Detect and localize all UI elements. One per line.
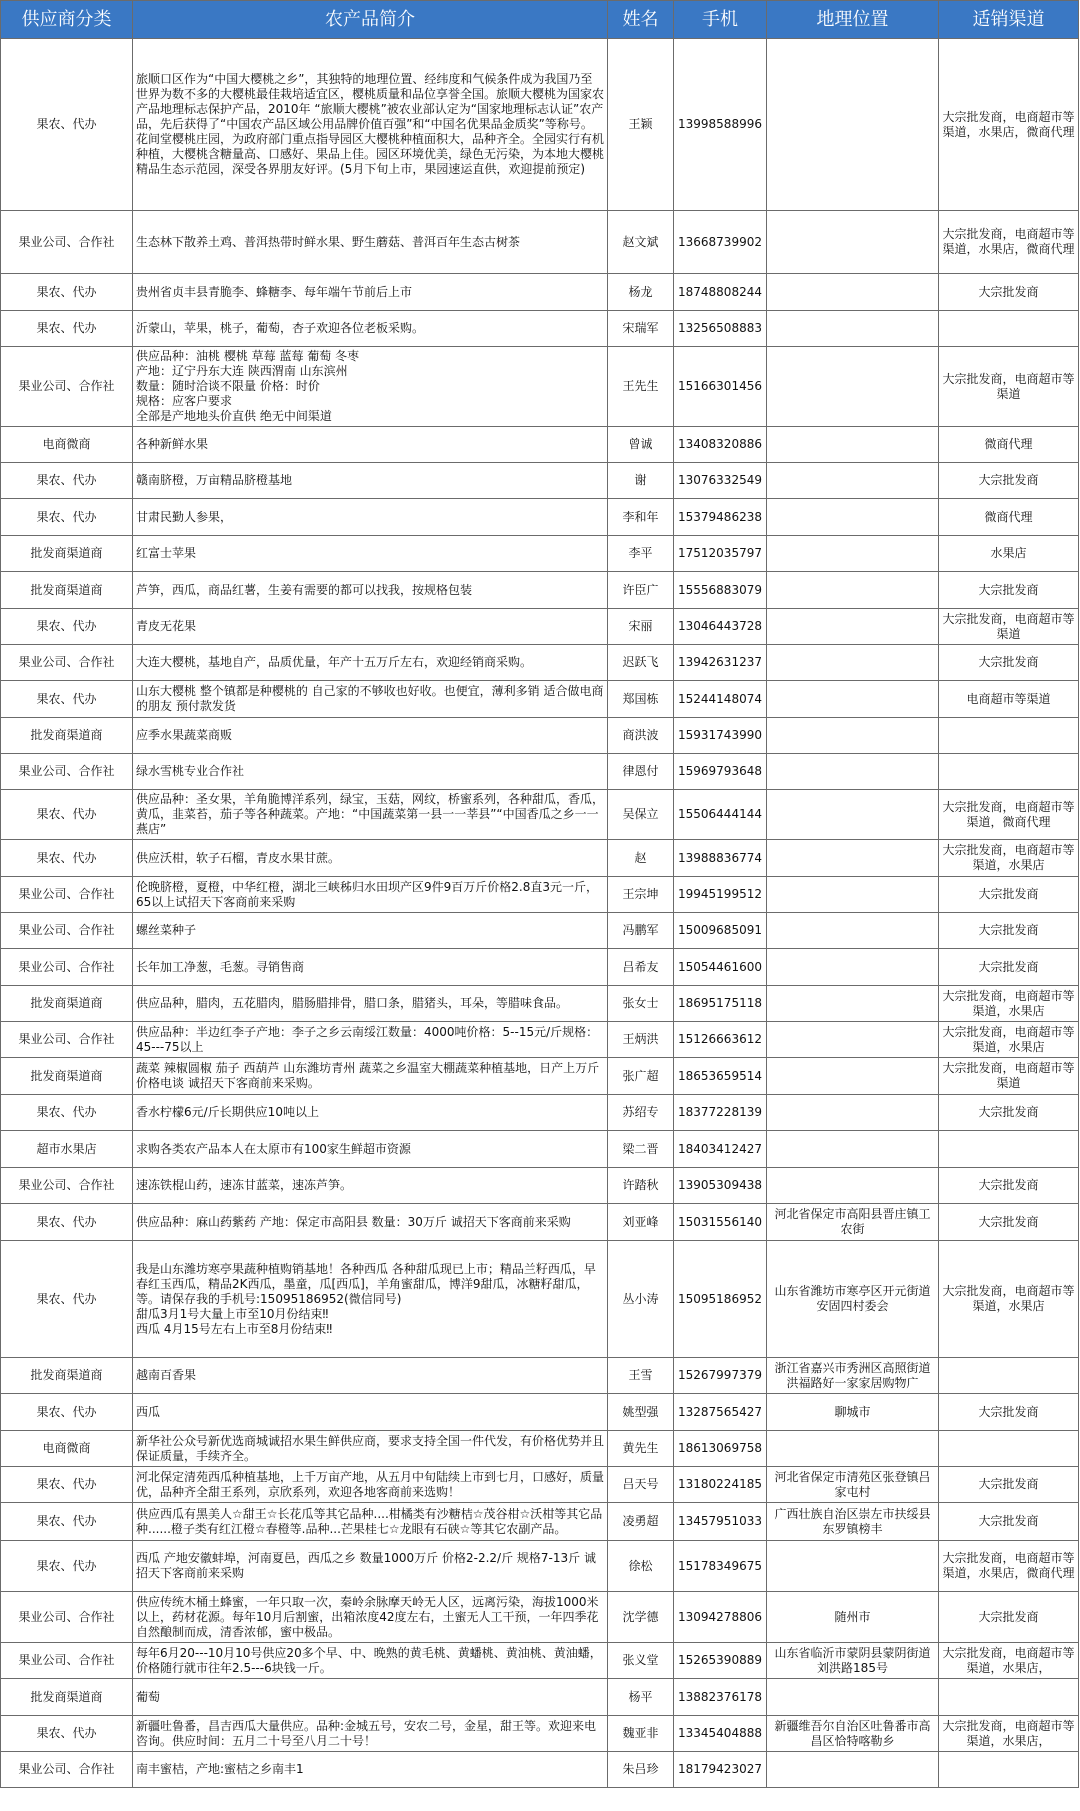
cell-location [767, 1168, 939, 1204]
cell-intro: 山东大樱桃 整个镇都是种樱桃的 自己家的不够收也好收。也便宜，薄利多销 适合做电商的朋友 预付款发货 [133, 681, 608, 718]
cell-name: 梁二晋 [608, 1131, 674, 1168]
cell-channel [939, 1679, 1079, 1716]
cell-phone: 13287565427 [674, 1394, 767, 1431]
cell-category: 果农、代办 [1, 1394, 133, 1431]
cell-category: 电商微商 [1, 1431, 133, 1467]
cell-intro: 葡萄 [133, 1679, 608, 1716]
cell-category: 果业公司、合作社 [1, 1643, 133, 1679]
header-intro: 农产品简介 [133, 1, 608, 39]
cell-name: 刘亚峰 [608, 1204, 674, 1241]
cell-category: 电商微商 [1, 427, 133, 463]
cell-phone: 13046443728 [674, 609, 767, 645]
cell-intro: 青皮无花果 [133, 609, 608, 645]
cell-location: 新疆维吾尔自治区吐鲁番市高昌区恰特喀勒乡 [767, 1716, 939, 1752]
table-row [1, 877, 1079, 913]
table-row [1, 1022, 1079, 1058]
cell-name: 赵 [608, 840, 674, 877]
cell-channel: 大宗批发商 [939, 877, 1079, 913]
cell-location [767, 311, 939, 347]
cell-channel [939, 718, 1079, 754]
cell-phone: 15506444144 [674, 790, 767, 840]
cell-channel: 大宗批发商 [939, 949, 1079, 986]
cell-category: 果业公司、合作社 [1, 1752, 133, 1788]
cell-name: 黄先生 [608, 1431, 674, 1467]
header-name: 姓名 [608, 1, 674, 39]
table-row [1, 645, 1079, 681]
header-phone: 手机 [674, 1, 767, 39]
cell-intro: 越南百香果 [133, 1358, 608, 1394]
cell-intro: 我是山东潍坊寒亭果蔬种植购销基地！各种西瓜 各种甜瓜现已上市；精品兰籽西瓜，早春红玉西瓜，精品2K西瓜，墨童，瓜[西瓜]，羊角蜜甜瓜，博洋9甜瓜，冰糖籽甜瓜，等。请保存我的手机号:15095186952(微信同号) 甜瓜3月1号大量上市至10月份结束‼ 西瓜 4月15号左右上市至8月份结束‼ [133, 1241, 608, 1358]
cell-location [767, 1679, 939, 1716]
cell-category: 批发商渠道商 [1, 718, 133, 754]
table-row [1, 427, 1079, 463]
cell-intro: 供应品种：油桃 樱桃 草莓 蓝莓 葡萄 冬枣 产地：辽宁丹东大连 陕西渭南 山东滨州 数量：随时洽谈不限量 价格：时价 规格：应客户要求 全部是产地地头价直供 绝无中间渠道 [133, 347, 608, 427]
cell-intro: 伦晚脐橙，夏橙，中华红橙，湖北三峡秭归水田坝产区9件9百万斤价格2.8直3元一斤，65以上试招天下客商前来采购 [133, 877, 608, 913]
cell-channel: 大宗批发商 [939, 1095, 1079, 1131]
cell-name: 郑国栋 [608, 681, 674, 718]
cell-location: 山东省潍坊市寒亭区开元街道安固四村委会 [767, 1241, 939, 1358]
cell-category: 果农、代办 [1, 840, 133, 877]
cell-location [767, 39, 939, 211]
cell-category: 批发商渠道商 [1, 1679, 133, 1716]
cell-name: 凌勇超 [608, 1503, 674, 1541]
cell-channel [939, 311, 1079, 347]
cell-name: 谢 [608, 463, 674, 499]
cell-phone: 13408320886 [674, 427, 767, 463]
cell-name: 许臣广 [608, 572, 674, 609]
table-row [1, 790, 1079, 840]
table-row [1, 1058, 1079, 1095]
cell-channel: 大宗批发商，电商超市等渠道 [939, 609, 1079, 645]
cell-category: 果农、代办 [1, 1541, 133, 1592]
cell-location: 广西壮族自治区崇左市扶绥县东罗镇榜丰 [767, 1503, 939, 1541]
cell-phone: 15265390889 [674, 1643, 767, 1679]
cell-phone: 15556883079 [674, 572, 767, 609]
cell-location [767, 536, 939, 572]
cell-name: 许踏秋 [608, 1168, 674, 1204]
cell-intro: 南丰蜜桔，产地:蜜桔之乡南丰1 [133, 1752, 608, 1788]
table-row [1, 536, 1079, 572]
cell-phone: 15054461600 [674, 949, 767, 986]
cell-channel: 大宗批发商，电商超市等渠道，水果店 [939, 840, 1079, 877]
cell-channel [939, 1431, 1079, 1467]
cell-location: 河北省保定市清苑区张登镇吕家屯村 [767, 1467, 939, 1503]
cell-phone: 15244148074 [674, 681, 767, 718]
cell-name: 苏绍专 [608, 1095, 674, 1131]
cell-intro: 新疆吐鲁番，昌吉西瓜大量供应。品种:金城五号，安农二号，金星，甜王等。欢迎来电咨询。供应时间：五月二十号至八月二十号！ [133, 1716, 608, 1752]
cell-category: 果业公司、合作社 [1, 913, 133, 949]
cell-phone: 13457951033 [674, 1503, 767, 1541]
cell-name: 王颖 [608, 39, 674, 211]
cell-phone: 15166301456 [674, 347, 767, 427]
cell-location [767, 1058, 939, 1095]
cell-category: 批发商渠道商 [1, 536, 133, 572]
cell-name: 商洪波 [608, 718, 674, 754]
cell-intro: 红富士苹果 [133, 536, 608, 572]
cell-channel: 大宗批发商 [939, 463, 1079, 499]
cell-location [767, 949, 939, 986]
cell-name: 张义堂 [608, 1643, 674, 1679]
table-row [1, 499, 1079, 536]
cell-channel [939, 1358, 1079, 1394]
cell-location [767, 913, 939, 949]
cell-category: 果业公司、合作社 [1, 877, 133, 913]
cell-name: 吴保立 [608, 790, 674, 840]
header-channel: 适销渠道 [939, 1, 1079, 39]
cell-intro: 各种新鲜水果 [133, 427, 608, 463]
table-row [1, 609, 1079, 645]
header-location: 地理位置 [767, 1, 939, 39]
cell-intro: 供应品种：圣女果，羊角脆博洋系列，绿宝，玉菇，网纹，桥蜜系列，各种甜瓜，香瓜，黄瓜，韭菜苔，茄子等各种蔬菜。产地：“中国蔬菜第一县一一莘县”“中国香瓜之乡一一燕店” [133, 790, 608, 840]
cell-name: 迟跃飞 [608, 645, 674, 681]
cell-category: 果业公司、合作社 [1, 1592, 133, 1643]
cell-location [767, 718, 939, 754]
table-row [1, 1431, 1079, 1467]
table-row [1, 1643, 1079, 1679]
cell-location [767, 877, 939, 913]
cell-channel: 电商超市等渠道 [939, 681, 1079, 718]
cell-intro: 旅顺口区作为“中国大樱桃之乡”，其独特的地理位置、经纬度和气候条件成为我国乃至世界为数不多的大樱桃最佳栽培适宜区，樱桃质量和品位享誉全国。旅顺大樱桃为国家农产品地理标志保护产品，2010年 “旅顺大樱桃”被农业部认定为“国家地理标志认证”农产品，先后获得了“中国农产品区域公用品牌价值百强”和“中国名优果品金质奖”等称号。 花间堂樱桃庄园，为政府部门重点指导园区大樱桃种植面积大，品种齐全。全园实行有机种植，大樱桃含糖量高、口感好、果品上佳。园区环境优美，绿色无污染，为本地大樱桃精品生态示范园，深受各界朋友好评。(5月下旬上市，果园速运直供，欢迎提前预定) [133, 39, 608, 211]
cell-category: 果农、代办 [1, 1095, 133, 1131]
cell-location [767, 790, 939, 840]
cell-location: 随州市 [767, 1592, 939, 1643]
cell-channel [939, 1131, 1079, 1168]
table-row [1, 718, 1079, 754]
cell-location: 山东省临沂市蒙阴县蒙阴街道刘洪路185号 [767, 1643, 939, 1679]
cell-name: 宋瑞军 [608, 311, 674, 347]
table-row [1, 913, 1079, 949]
table-row [1, 572, 1079, 609]
cell-intro: 西瓜 [133, 1394, 608, 1431]
header-row [1, 1, 1079, 39]
cell-name: 宋丽 [608, 609, 674, 645]
cell-location [767, 572, 939, 609]
cell-location [767, 986, 939, 1022]
cell-phone: 13256508883 [674, 311, 767, 347]
cell-location [767, 681, 939, 718]
cell-intro: 每年6月20---10月10号供应20多个早、中、晚熟的黄毛桃、黄蟠桃、黄油桃、黄油蟠，价格随行就市往年2.5---6块钱一斤。 [133, 1643, 608, 1679]
cell-category: 果业公司、合作社 [1, 1168, 133, 1204]
cell-category: 果农、代办 [1, 1716, 133, 1752]
table-row [1, 211, 1079, 274]
table-row [1, 311, 1079, 347]
table-row [1, 347, 1079, 427]
table-row [1, 949, 1079, 986]
cell-category: 果农、代办 [1, 1241, 133, 1358]
cell-channel: 大宗批发商，电商超市等渠道，水果店 [939, 1022, 1079, 1058]
cell-intro: 长年加工净葱，毛葱。寻销售商 [133, 949, 608, 986]
cell-channel: 大宗批发商，电商超市等渠道 [939, 347, 1079, 427]
cell-intro: 应季水果蔬菜商贩 [133, 718, 608, 754]
cell-phone: 13942631237 [674, 645, 767, 681]
cell-category: 果农、代办 [1, 274, 133, 311]
cell-location [767, 274, 939, 311]
cell-location: 浙江省嘉兴市秀洲区高照街道洪福路好一家家居购物广 [767, 1358, 939, 1394]
table-row [1, 754, 1079, 790]
cell-intro: 生态林下散养土鸡、普洱热带时鲜水果、野生蘑菇、普洱百年生态古树茶 [133, 211, 608, 274]
cell-phone: 15267997379 [674, 1358, 767, 1394]
table-row [1, 1503, 1079, 1541]
table-row [1, 1358, 1079, 1394]
cell-phone: 13998588996 [674, 39, 767, 211]
cell-phone: 15095186952 [674, 1241, 767, 1358]
cell-category: 超市水果店 [1, 1131, 133, 1168]
cell-location [767, 754, 939, 790]
table-row [1, 1541, 1079, 1592]
cell-intro: 求购各类农产品本人在太原市有100家生鲜超市资源 [133, 1131, 608, 1168]
cell-name: 李和年 [608, 499, 674, 536]
cell-intro: 供应品种，腊肉，五花腊肉，腊肠腊排骨，腊口条，腊猪头，耳朵，等腊味食品。 [133, 986, 608, 1022]
cell-channel: 大宗批发商，电商超市等渠道 [939, 1058, 1079, 1095]
table-row [1, 1204, 1079, 1241]
cell-channel: 微商代理 [939, 499, 1079, 536]
table-row [1, 1131, 1079, 1168]
table-row [1, 39, 1079, 211]
cell-category: 批发商渠道商 [1, 572, 133, 609]
cell-category: 果农、代办 [1, 39, 133, 211]
cell-name: 徐松 [608, 1541, 674, 1592]
cell-location [767, 499, 939, 536]
table-row [1, 1679, 1079, 1716]
cell-channel: 大宗批发商 [939, 572, 1079, 609]
cell-name: 曾诚 [608, 427, 674, 463]
cell-channel: 大宗批发商，电商超市等渠道，水果店， [939, 1716, 1079, 1752]
cell-phone: 13345404888 [674, 1716, 767, 1752]
cell-phone: 15126663612 [674, 1022, 767, 1058]
cell-name: 李平 [608, 536, 674, 572]
cell-name: 魏亚非 [608, 1716, 674, 1752]
cell-intro: 西瓜 产地安徽蚌埠，河南夏邑，西瓜之乡 数量1000万斤 价格2-2.2/斤 规格7-13斤 诚招天下客商前来采购 [133, 1541, 608, 1592]
cell-name: 张广超 [608, 1058, 674, 1095]
table-row [1, 463, 1079, 499]
cell-intro: 绿水雪桃专业合作社 [133, 754, 608, 790]
cell-name: 王雪 [608, 1358, 674, 1394]
cell-location [767, 609, 939, 645]
cell-category: 果农、代办 [1, 463, 133, 499]
cell-phone: 15969793648 [674, 754, 767, 790]
cell-channel: 大宗批发商 [939, 274, 1079, 311]
cell-phone: 18377228139 [674, 1095, 767, 1131]
cell-name: 律恩付 [608, 754, 674, 790]
table-row [1, 1716, 1079, 1752]
cell-name: 王炳洪 [608, 1022, 674, 1058]
cell-intro: 供应沃柑，软子石榴，青皮水果甘蔗。 [133, 840, 608, 877]
cell-phone: 18653659514 [674, 1058, 767, 1095]
cell-intro: 大连大樱桃，基地自产，品质优量，年产十五万斤左右，欢迎经销商采购。 [133, 645, 608, 681]
cell-name: 朱吕珍 [608, 1752, 674, 1788]
cell-intro: 供应传统木桶土蜂蜜，一年只取一次，秦岭余脉摩天岭无人区，远离污染，海拔1000米以上，药材花源。每年10月后割蜜，出箱浓度42度左右，土蜜无人工干预，一年四季花自然酿制而成，清香浓郁，蜜中极品。 [133, 1592, 608, 1643]
table-row [1, 1095, 1079, 1131]
cell-category: 果农、代办 [1, 499, 133, 536]
cell-location [767, 1431, 939, 1467]
cell-location [767, 1131, 939, 1168]
cell-category: 果业公司、合作社 [1, 645, 133, 681]
cell-name: 杨平 [608, 1679, 674, 1716]
cell-phone: 18748808244 [674, 274, 767, 311]
cell-intro: 蔬菜 辣椒圆椒 茄子 西葫芦 山东潍坊青州 蔬菜之乡温室大棚蔬菜种植基地，日产上万斤 价格电谈 诚招天下客商前来采购。 [133, 1058, 608, 1095]
cell-channel: 大宗批发商 [939, 1394, 1079, 1431]
cell-phone: 13668739902 [674, 211, 767, 274]
cell-phone: 15379486238 [674, 499, 767, 536]
table-row [1, 1752, 1079, 1788]
cell-channel: 大宗批发商 [939, 1204, 1079, 1241]
cell-name: 姚型强 [608, 1394, 674, 1431]
table-row [1, 840, 1079, 877]
cell-phone: 18179423027 [674, 1752, 767, 1788]
cell-phone: 15931743990 [674, 718, 767, 754]
cell-category: 批发商渠道商 [1, 1058, 133, 1095]
cell-channel: 大宗批发商，电商超市等渠道，微商代理 [939, 790, 1079, 840]
table-row [1, 1168, 1079, 1204]
cell-channel: 大宗批发商，电商超市等渠道，水果店 [939, 1241, 1079, 1358]
cell-intro: 河北保定清苑西瓜种植基地，上千万亩产地，从五月中旬陆续上市到七月，口感好，质量优，品种齐全甜王系列，京欣系列，欢迎各地客商前来选购！ [133, 1467, 608, 1503]
cell-location [767, 347, 939, 427]
cell-phone: 17512035797 [674, 536, 767, 572]
table-row [1, 681, 1079, 718]
cell-channel: 大宗批发商 [939, 1503, 1079, 1541]
cell-location: 河北省保定市高阳县晋庄镇工农街 [767, 1204, 939, 1241]
cell-location [767, 463, 939, 499]
cell-category: 批发商渠道商 [1, 986, 133, 1022]
cell-location [767, 645, 939, 681]
cell-phone: 13988836774 [674, 840, 767, 877]
cell-category: 果农、代办 [1, 790, 133, 840]
cell-location [767, 1095, 939, 1131]
cell-category: 果农、代办 [1, 1467, 133, 1503]
cell-phone: 15031556140 [674, 1204, 767, 1241]
cell-category: 果业公司、合作社 [1, 949, 133, 986]
cell-phone: 13882376178 [674, 1679, 767, 1716]
table-row [1, 1592, 1079, 1643]
cell-intro: 供应西瓜有黑美人☆甜王☆长花瓜等其它品种....柑橘类有沙糖桔☆茂谷柑☆沃柑等其它品种......橙子类有红江橙☆春橙等.品种...芒果桂七☆龙眼有石硖☆等其它农副产品。 [133, 1503, 608, 1541]
cell-intro: 贵州省贞丰县青脆李、蜂糖李、每年端午节前后上市 [133, 274, 608, 311]
cell-channel: 微商代理 [939, 427, 1079, 463]
cell-intro: 螺丝菜种子 [133, 913, 608, 949]
cell-phone: 13094278806 [674, 1592, 767, 1643]
table-row [1, 986, 1079, 1022]
cell-category: 果农、代办 [1, 311, 133, 347]
cell-intro: 速冻铁棍山药，速冻甘蓝菜，速冻芦笋。 [133, 1168, 608, 1204]
cell-phone: 18613069758 [674, 1431, 767, 1467]
cell-intro: 香水柠檬6元/斤长期供应10吨以上 [133, 1095, 608, 1131]
cell-channel: 大宗批发商，电商超市等渠道，水果店，微商代理 [939, 211, 1079, 274]
cell-name: 王先生 [608, 347, 674, 427]
table-row [1, 1394, 1079, 1431]
cell-location [767, 840, 939, 877]
cell-category: 果业公司、合作社 [1, 211, 133, 274]
table-row [1, 274, 1079, 311]
cell-channel: 大宗批发商，电商超市等渠道，水果店，微商代理 [939, 39, 1079, 211]
cell-name: 丛小涛 [608, 1241, 674, 1358]
cell-phone: 15009685091 [674, 913, 767, 949]
cell-channel: 水果店 [939, 536, 1079, 572]
cell-phone: 18695175118 [674, 986, 767, 1022]
table-body [1, 39, 1079, 1788]
cell-name: 吕天号 [608, 1467, 674, 1503]
cell-intro: 甘肃民勤人参果， [133, 499, 608, 536]
cell-category: 果农、代办 [1, 1503, 133, 1541]
cell-location: 聊城市 [767, 1394, 939, 1431]
cell-channel: 大宗批发商，电商超市等渠道，水果店，微商代理 [939, 1541, 1079, 1592]
cell-intro: 新华社公众号新优选商城诚招水果生鲜供应商，要求支持全国一件代发，有价格优势并且保证质量，手续齐全。 [133, 1431, 608, 1467]
cell-name: 王宗坤 [608, 877, 674, 913]
cell-name: 吕希友 [608, 949, 674, 986]
cell-name: 冯鹏军 [608, 913, 674, 949]
cell-name: 张女士 [608, 986, 674, 1022]
cell-category: 果业公司、合作社 [1, 754, 133, 790]
cell-category: 批发商渠道商 [1, 1358, 133, 1394]
cell-name: 沈学德 [608, 1592, 674, 1643]
cell-phone: 13076332549 [674, 463, 767, 499]
cell-location [767, 1541, 939, 1592]
cell-category: 果农、代办 [1, 681, 133, 718]
cell-name: 杨龙 [608, 274, 674, 311]
cell-channel: 大宗批发商，电商超市等渠道，水果店， [939, 1643, 1079, 1679]
cell-phone: 13905309438 [674, 1168, 767, 1204]
cell-category: 果农、代办 [1, 1204, 133, 1241]
cell-channel: 大宗批发商 [939, 1168, 1079, 1204]
cell-phone: 19945199512 [674, 877, 767, 913]
cell-name: 赵文斌 [608, 211, 674, 274]
cell-location [767, 427, 939, 463]
cell-intro: 供应品种：麻山药紫药 产地：保定市高阳县 数量：30万斤 诚招天下客商前来采购 [133, 1204, 608, 1241]
cell-channel: 大宗批发商，电商超市等渠道，水果店 [939, 986, 1079, 1022]
table-row [1, 1467, 1079, 1503]
header-category: 供应商分类 [1, 1, 133, 39]
cell-phone: 18403412427 [674, 1131, 767, 1168]
cell-phone: 13180224185 [674, 1467, 767, 1503]
cell-phone: 15178349675 [674, 1541, 767, 1592]
cell-channel: 大宗批发商 [939, 913, 1079, 949]
cell-channel [939, 1752, 1079, 1788]
cell-channel: 大宗批发商 [939, 645, 1079, 681]
cell-category: 果农、代办 [1, 609, 133, 645]
cell-channel [939, 754, 1079, 790]
cell-location [767, 1752, 939, 1788]
cell-intro: 芦笋，西瓜，商品红薯，生姜有需要的都可以找我，按规格包装 [133, 572, 608, 609]
table-row [1, 1241, 1079, 1358]
cell-location [767, 1022, 939, 1058]
cell-location [767, 211, 939, 274]
cell-channel: 大宗批发商 [939, 1592, 1079, 1643]
cell-intro: 赣南脐橙，万亩精品脐橙基地 [133, 463, 608, 499]
cell-category: 果业公司、合作社 [1, 1022, 133, 1058]
cell-intro: 供应品种：半边红李子产地：李子之乡云南绥江数量：4000吨价格：5--15元/斤规格：45---75以上 [133, 1022, 608, 1058]
cell-intro: 沂蒙山，苹果，桃子，葡萄，杏子欢迎各位老板采购。 [133, 311, 608, 347]
cell-channel: 大宗批发商 [939, 1467, 1079, 1503]
cell-category: 果业公司、合作社 [1, 347, 133, 427]
